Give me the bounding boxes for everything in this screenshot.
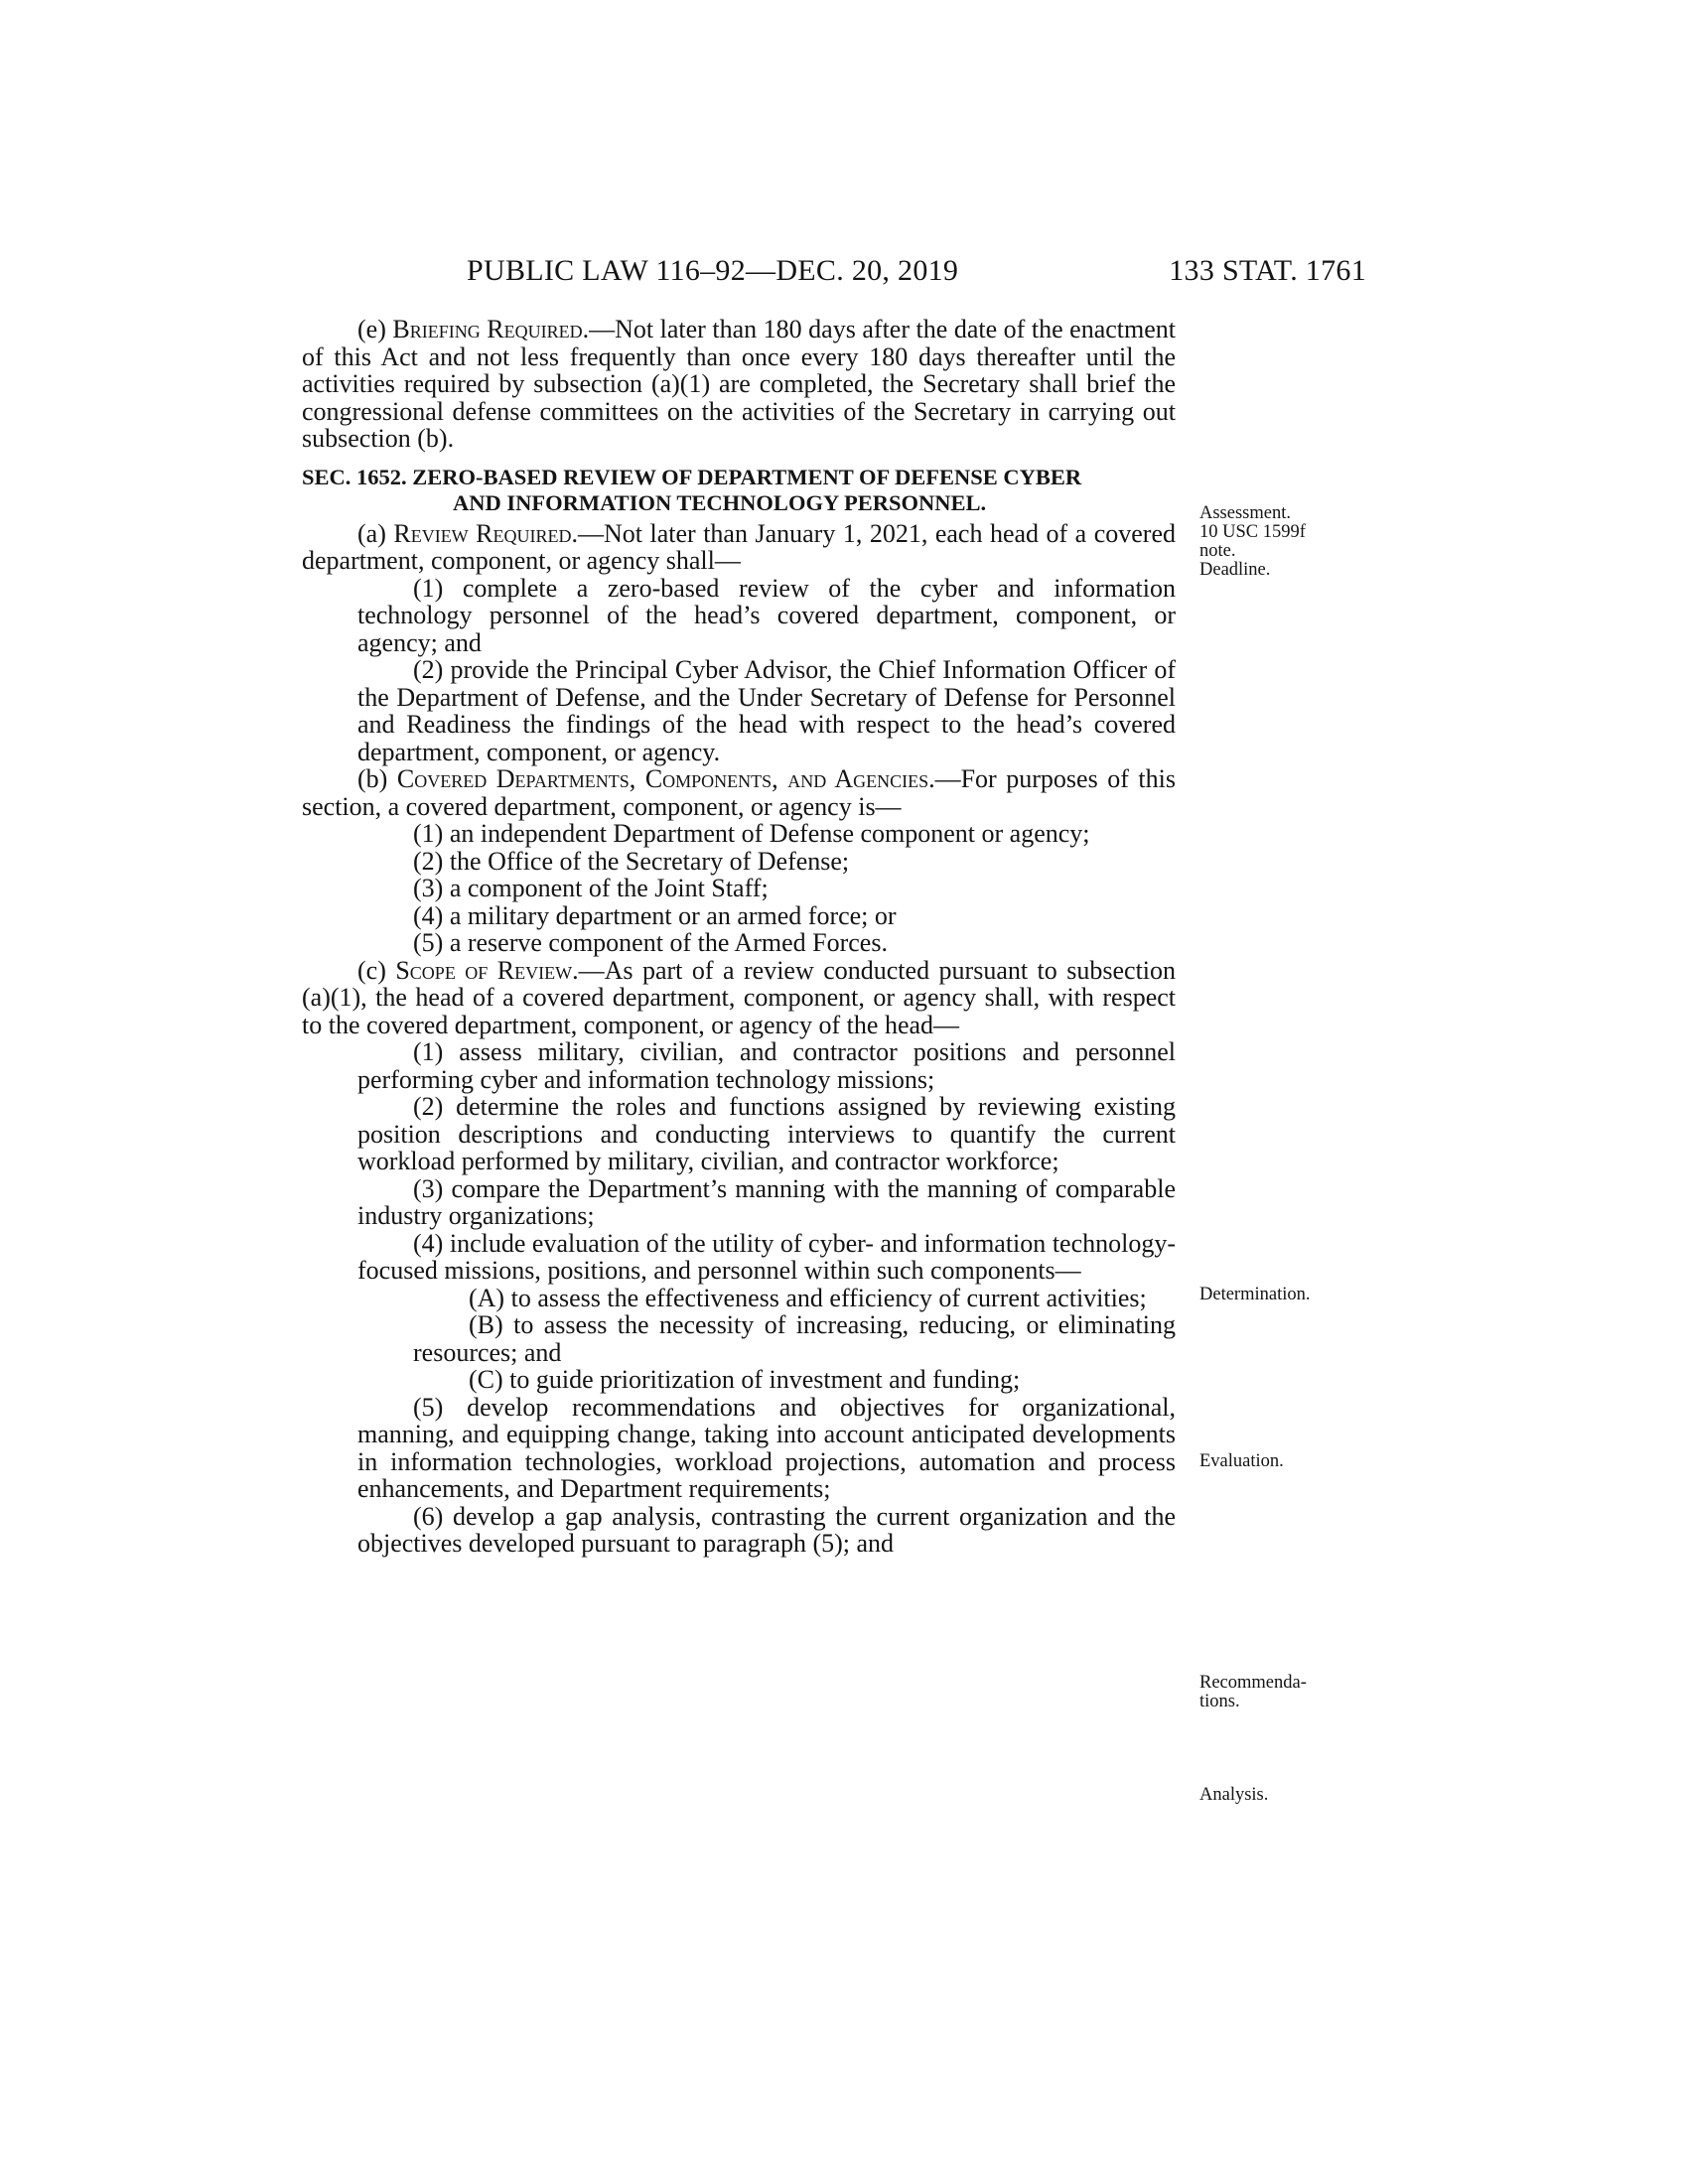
running-header (302, 254, 1366, 294)
margin-note-analysis: Analysis. (1199, 1785, 1269, 1805)
paragraph-b4: (4) a military department or an armed force; or (413, 900, 897, 930)
subsection-e: (e) Briefing Required.—Not later than 180 days after the date of the enactment of this Act and not less frequently than once every 180 days thereafter until the activities required by subsection (a)(1) are completed, the Secretary shall brief the congressional defense committees on the activities of the Secretary in carrying out subsection (b). (302, 315, 1176, 453)
subsection-b-text: For purposes of this section, a covered department, component, or agency is— (302, 764, 1176, 821)
paragraph-c3: (3) compare the Department’s manning with the manning of comparable industry organizations; (357, 1173, 1176, 1230)
margin-note-note: note. (1199, 541, 1236, 561)
paragraph-b3: (3) a component of the Joint Staff; (413, 874, 769, 902)
section-title (302, 465, 1176, 516)
subsection-b: (b) Covered Departments, Components, and Agencies.—For purposes of this section, a covered department, component, or agency is— (302, 764, 1176, 821)
subsection-e-heading: Briefing Required (392, 315, 583, 343)
subsection-c-text: As part of a review conducted pursuant to subsection (a)(1), the head of a covered department, component, or agency shall, with respect to the covered department, component, or agency of the head— (302, 955, 1177, 1039)
subsection-b-heading: Covered Departments, Components, and Agencies (396, 764, 929, 793)
paragraph-b2: (2) the Office of the Secretary of Defense; (413, 846, 850, 876)
subsection-c: (c) Scope of Review.—As part of a review conducted pursuant to subsection (a)(1), the head of a covered department, component, or agency shall, with respect to the covered department, component, or agency of the head— (302, 955, 1177, 1039)
margin-note-recommendations: Recommenda- (1199, 1673, 1307, 1693)
header-statute-page: 133 STAT. 1761 (1169, 254, 1366, 287)
paragraph-c4: (4) include evaluation of the utility of cyber- and information technology-focused missions, positions, and personnel within such components— (357, 1228, 1176, 1285)
paragraph-c5: (5) develop recommendations and objectives for organizational, manning, and equipping change, taking into account anticipated developments in information technologies, workload projections, automation and process enhancements, and Department requirements; (357, 1392, 1176, 1503)
margin-note-recommendations-cont: tions. (1199, 1692, 1240, 1711)
subsection-a-heading: Review Required (393, 518, 572, 548)
section-title-line1: SEC. 1652. ZERO-BASED REVIEW OF DEPARTMENT OF DEFENSE CYBER (302, 464, 1082, 489)
subsection-a-text: Not later than January 1, 2021, each head of a covered department, component, or agency shall— (302, 518, 1176, 575)
header-public-law: PUBLIC LAW 116–92—DEC. 20, 2019 (467, 254, 959, 287)
subsection-e-text: Not later than 180 days after the date of the enactment of this Act and not less frequently than once every 180 days thereafter until the activities required by subsection (a)(1) are completed, the Secretary shall brief the congressional defense committees on the activities of the Secretary in carrying out subsection (b). (302, 315, 1176, 453)
margin-note-usc: 10 USC 1599f (1199, 522, 1306, 542)
paragraph-b1: (1) an independent Department of Defense component or agency; (413, 819, 1090, 848)
margin-note-deadline: Deadline. (1199, 560, 1271, 580)
paragraph-a2: (2) provide the Principal Cyber Advisor, the Chief Information Officer of the Department of Defense, and the Under Secretary of Defense for Personnel and Readiness the findings of the head with respect to the head’s covered department, component, or agency. (357, 655, 1176, 766)
subsection-a: (a) Review Required.—Not later than January 1, 2021, each head of a covered department, component, or agency shall— (302, 518, 1176, 575)
paragraph-b5: (5) a reserve component of the Armed Forces. (413, 928, 888, 957)
paragraph-c1: (1) assess military, civilian, and contractor positions and personnel performing cyber and information technology missions; (357, 1037, 1176, 1094)
margin-note-assessment: Assessment. (1199, 503, 1291, 523)
subparagraph-c4b: (B) to assess the necessity of increasing, reducing, or eliminating resources; and (413, 1310, 1176, 1367)
subsection-c-heading: Scope of Review (395, 955, 573, 985)
paragraph-a1: (1) complete a zero-based review of the cyber and information technology personnel of the head’s covered department, component, or agency; and (357, 573, 1176, 657)
margin-note-evaluation: Evaluation. (1199, 1451, 1284, 1471)
margin-note-determination: Determination. (1199, 1285, 1311, 1304)
document-body (302, 316, 1176, 1558)
subparagraph-c4a: (A) to assess the effectiveness and efficiency of current activities; (469, 1283, 1147, 1312)
section-title-line2: AND INFORMATION TECHNOLOGY PERSONNEL. (453, 489, 987, 515)
subparagraph-c4c: (C) to guide prioritization of investment and funding; (469, 1365, 1021, 1394)
paragraph-c6: (6) develop a gap analysis, contrasting the current organization and the objectives developed pursuant to paragraph (5); and (357, 1501, 1176, 1558)
paragraph-c2: (2) determine the roles and functions assigned by reviewing existing position descriptions and conducting interviews to quantify the current workload performed by military, civilian, and contractor workforce; (357, 1092, 1176, 1175)
